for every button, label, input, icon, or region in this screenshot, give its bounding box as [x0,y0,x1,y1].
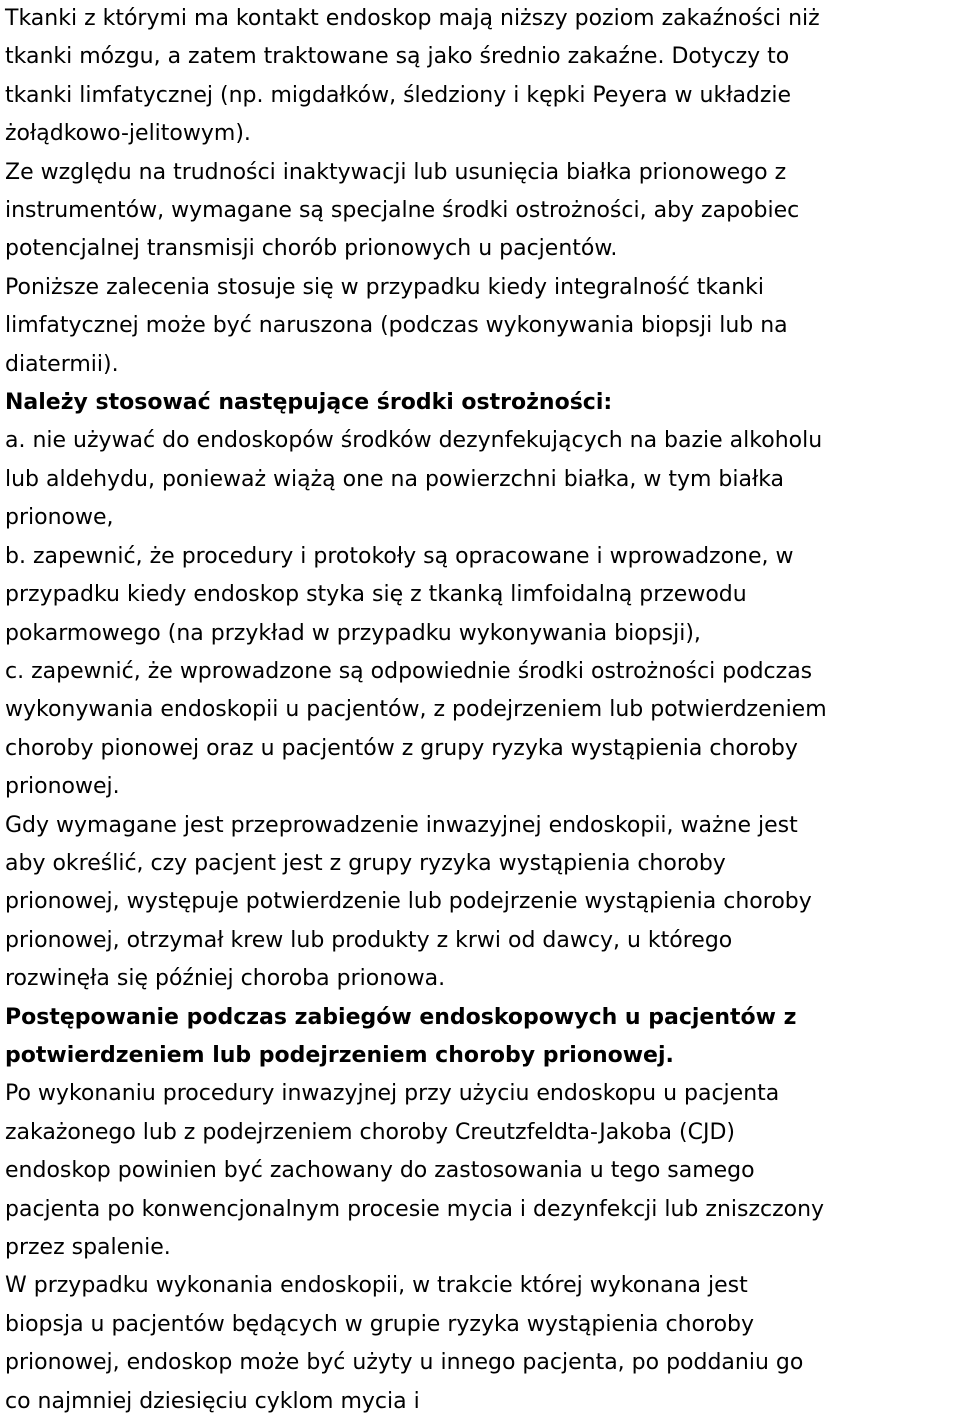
text-line: rozwinęła się później choroba prionowa. [5,966,446,992]
text-line: co najmniej dziesięciu cyklom mycia i [5,1388,420,1414]
heading-procedure [5,999,960,1076]
text-line: wykonywania endoskopii u pacjentów, z podejrzeniem lub potwierdzeniem [5,697,827,723]
text-line: tkanki mózgu, a zatem traktowane są jako średnio zakaźne. Dotyczy to [5,44,790,70]
text-line: przez spalenie. [5,1235,171,1260]
paragraph-recommendations [5,269,960,384]
text-line: Poniższe zalecenia stosuje się w przypadku kiedy integralność tkanki [5,274,764,300]
text-line: Ze względu na trudności inaktywacji lub usunięcia białka prionowego z [5,159,787,185]
text-line: pokarmowego (na przykład w przypadku wykonywania biopsji), [5,620,701,646]
paragraph-risk-assessment [5,807,960,999]
text-line: prionowej, endoskop może być użyty u innego pacjenta, po poddaniu go [5,1350,804,1376]
text-line: limfatycznej może być naruszona (podczas wykonywania biopsji lub na [5,313,788,339]
text-line: zakażonego lub z podejrzeniem choroby Creutzfeldta-Jakoba (CJD) [5,1119,735,1145]
text-line: Postępowanie podczas zabiegów endoskopowych u pacjentów z [5,1004,797,1030]
paragraph-inactivation [5,154,960,269]
text-line: tkanki limfatycznej (np. migdałków, śledziony i kępki Peyera w układzie [5,82,792,108]
text-line: choroby pionowej oraz u pacjentów z grupy ryzyka wystąpienia choroby [5,735,798,761]
text-line: lub aldehydu, ponieważ wiążą one na powierzchni białka, w tym białka [5,466,785,492]
text-line: prionowej, występuje potwierdzenie lub podejrzenie wystąpienia choroby [5,889,812,915]
text-line: aby określić, czy pacjent jest z grupy ryzyka wystąpienia choroby [5,850,726,876]
text-line: prionowej. [5,774,120,800]
paragraph-intro-tissues [5,0,960,154]
text-line: endoskop powinien być zachowany do zastosowania u tego samego [5,1158,755,1184]
text-line: prionowej, otrzymał krew lub produkty z krwi od dawcy, u którego [5,927,733,953]
text-line: przypadku kiedy endoskop styka się z tkanką limfoidalną przewodu [5,582,747,608]
paragraph-after-procedure [5,1075,960,1267]
text-line: prionowe, [5,505,114,531]
text-line: b. zapewnić, że procedury i protokoły są opracowane i wprowadzone, w [5,543,794,569]
text-line: Po wykonaniu procedury inwazyjnej przy użyciu endoskopu u pacjenta [5,1081,780,1107]
text-line: potwierdzeniem lub podejrzeniem choroby prionowej. [5,1042,674,1068]
text-line: pacjenta po konwencjonalnym procesie mycia i dezynfekcji lub zniszczony [5,1196,825,1222]
text-line: żołądkowo-jelitowym). [5,121,251,147]
list-item-a [5,422,960,537]
list-item-c [5,653,960,807]
list-item-b [5,538,960,653]
text-line: a. nie używać do endoskopów środków dezynfekujących na bazie alkoholu [5,428,823,454]
text-line: Należy stosować następujące środki ostrożności: [5,390,613,416]
text-line: Tkanki z którymi ma kontakt endoskop mają niższy poziom zakaźności niż [5,6,820,31]
paragraph-biopsy-case [5,1267,960,1421]
heading-precautions [5,384,960,422]
text-line: biopsja u pacjentów będących w grupie ryzyka wystąpienia choroby [5,1311,755,1337]
text-line: potencjalnej transmisji chorób prionowych u pacjentów. [5,236,618,262]
text-line: instrumentów, wymagane są specjalne środki ostrożności, aby zapobiec [5,198,800,224]
text-line: diatermii). [5,351,119,377]
text-line: c. zapewnić, że wprowadzone są odpowiednie środki ostrożności podczas [5,658,813,684]
text-line: W przypadku wykonania endoskopii, w trakcie której wykonana jest [5,1273,748,1299]
text-line: Gdy wymagane jest przeprowadzenie inwazyjnej endoskopii, ważne jest [5,812,798,838]
